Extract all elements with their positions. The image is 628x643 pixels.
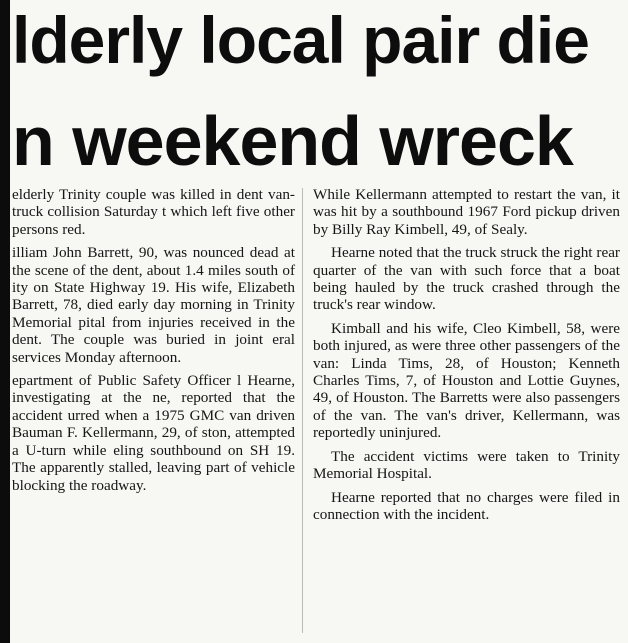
paragraph: epartment of Public Safety Officer l Hearne, investigating at the ne, reported that the accident urred when a 1975 GMC van driven Bauman F. Kellermann, 29, of ston, attempted a U-turn while eling southbound on SH 19. The apparently stalled, leaving part of vehicle blocking the roadway. xyxy=(12,372,295,494)
paragraph: Hearne reported that no charges were filed in connection with the incident. xyxy=(313,488,620,523)
column-divider xyxy=(302,188,303,633)
paragraph: illiam John Barrett, 90, was nounced dead at the scene of the dent, about 1.4 miles south of ity on State Highway 19. His wife, Elizabeth Barrett, 78, died early day morning in Trinity Memorial pital from injuries received in the dent. The couple was buried in joint eral services Monday afternoon. xyxy=(12,244,295,366)
article-column-right xyxy=(313,186,620,529)
paragraph: elderly Trinity couple was killed in dent van-truck collision Saturday t which left five other persons red. xyxy=(12,186,295,238)
article-column-left xyxy=(12,186,295,500)
paragraph: While Kellermann attempted to restart the van, it was hit by a southbound 1967 Ford pickup driven by Billy Ray Kimbell, 49, of Sealy. xyxy=(313,186,620,238)
paragraph: Kimball and his wife, Cleo Kimbell, 58, were both injured, as were three other passengers of the van: Linda Tims, 28, of Houston; Kenneth Charles Tims, 7, of Houston and Lottie Guynes, 49, of Houston. The Barretts were also passengers of the van. The van's driver, Kellermann, was reportedly uninjured. xyxy=(313,319,620,442)
headline-line-2: n weekend wreck xyxy=(12,102,573,180)
page-crop-edge xyxy=(0,0,10,643)
headline-line-1: lderly local pair die xyxy=(12,3,589,77)
paragraph: The accident victims were taken to Trinity Memorial Hospital. xyxy=(313,447,620,483)
paragraph: Hearne noted that the truck struck the right rear quarter of the van with such force that a boat being hauled by the truck crashed through the truck's rear window. xyxy=(313,244,620,314)
